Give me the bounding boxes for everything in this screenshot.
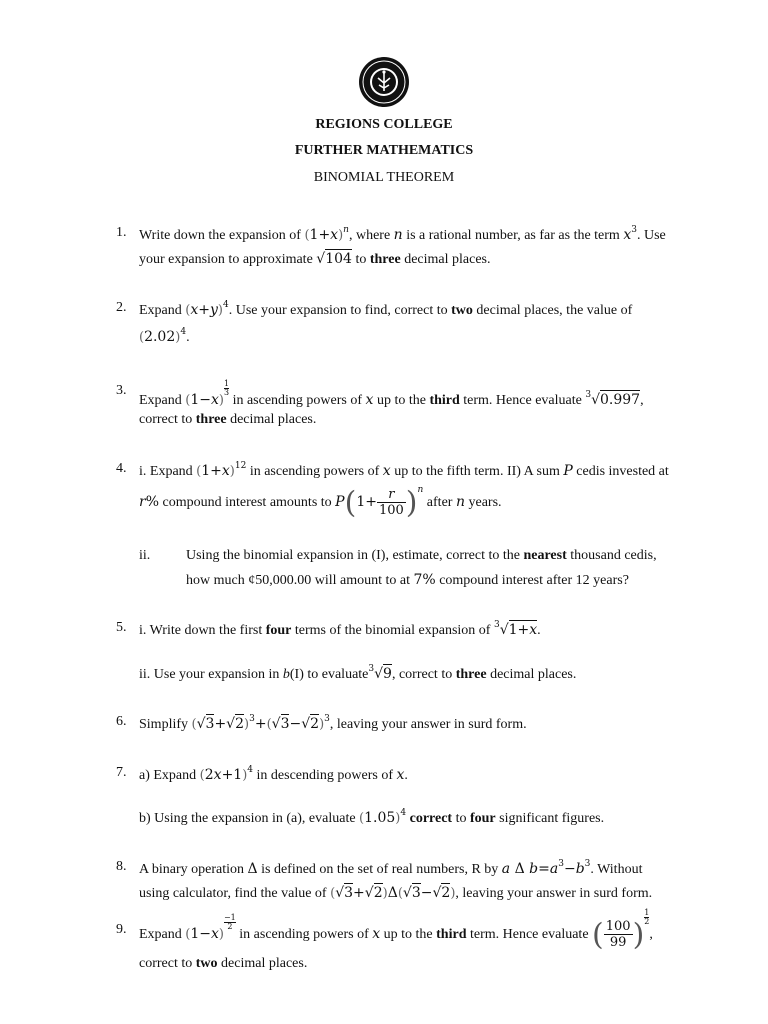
question-number: 1. (116, 225, 127, 240)
question-7-b-line: b) Using the expansion in (a), evaluate $(1.05)^4$ correct to four significant figures. (139, 808, 605, 826)
question-5-ii-line: ii. Use your expansion in b(I) to evaluate$^3$√9, correct to three decimal places. (139, 664, 577, 682)
question-number: 3. (116, 383, 127, 398)
question-number: 7. (116, 765, 127, 780)
question-1-line-2: your expansion to approximate √104 to three decimal places. (139, 251, 491, 267)
question-4-ii-line-1: Using the binomial expansion in (I), estimate, correct to the nearest thousand cedis, (186, 548, 657, 563)
question-4-ii-label: ii. (139, 548, 151, 563)
question-5-line-1: i. Write down the first four terms of the binomial expansion of $^3$√1+x. (139, 620, 541, 638)
question-9-line-1: Expand (1−x) $\frac{-1}{2}$ in ascending powers of x up to the third term. Hence evaluate ( $\frac{100}{99}$ ) $\frac{1}{2}$, (139, 908, 653, 953)
question-9-line-2: correct to two decimal places. (139, 956, 308, 971)
question-4-line-1: i. Expand $(1+x)^{12}$ in ascending powers of x up to the fifth term. II) A sum P cedis invested at (139, 461, 669, 479)
question-8-line-1: A binary operation Δ is defined on the set of real numbers, R by a Δ $b=a^3-b^3$. Without (139, 859, 643, 877)
question-3-line-2: correct to three decimal places. (139, 412, 317, 427)
question-2-line-1: Expand $(x+y)^4$. Use your expansion to find, correct to two decimal places, the value of (139, 300, 633, 318)
question-2-line-2: $(2.02)^4$. (139, 327, 190, 345)
institution-title: REGIONS COLLEGE (315, 117, 453, 132)
question-6-line-1: Simplify $(√3+√2)^3+(√3-√2)^3$, leaving your answer in surd form. (139, 714, 527, 732)
question-number: 5. (116, 620, 127, 635)
question-number: 9. (116, 922, 127, 937)
question-number: 4. (116, 461, 127, 476)
question-8-line-2: using calculator, find the value of (√3+√2)Δ(√3−√2), leaving your answer in surd form. (139, 885, 653, 901)
question-7-a-line: a) Expand $(2x+1)^4$ in descending powers of x. (139, 765, 408, 783)
college-seal-icon (358, 56, 410, 108)
question-number: 6. (116, 714, 127, 729)
topic-title: BINOMIAL THEOREM (313, 170, 455, 185)
subject-title: FURTHER MATHEMATICS (294, 143, 474, 158)
question-3-line-1: Expand (1−x) $\frac{1}{3}$ in ascending powers of x up to the third term. Hence evaluate $^3$√0.997, (139, 379, 644, 408)
question-4-line-2: r% compound interest amounts to P(1+ $\frac{r}{100}$ )$^n$ after n years. (139, 485, 502, 521)
question-1-line-1: Write down the expansion of $(1+x)^n$, where n is a rational number, as far as the term $x^3$. Use (139, 225, 666, 243)
question-number: 2. (116, 300, 127, 315)
question-number: 8. (116, 859, 127, 874)
question-4-ii-line-2: how much ¢50,000.00 will amount to at 7% compound interest after 12 years? (186, 572, 629, 588)
